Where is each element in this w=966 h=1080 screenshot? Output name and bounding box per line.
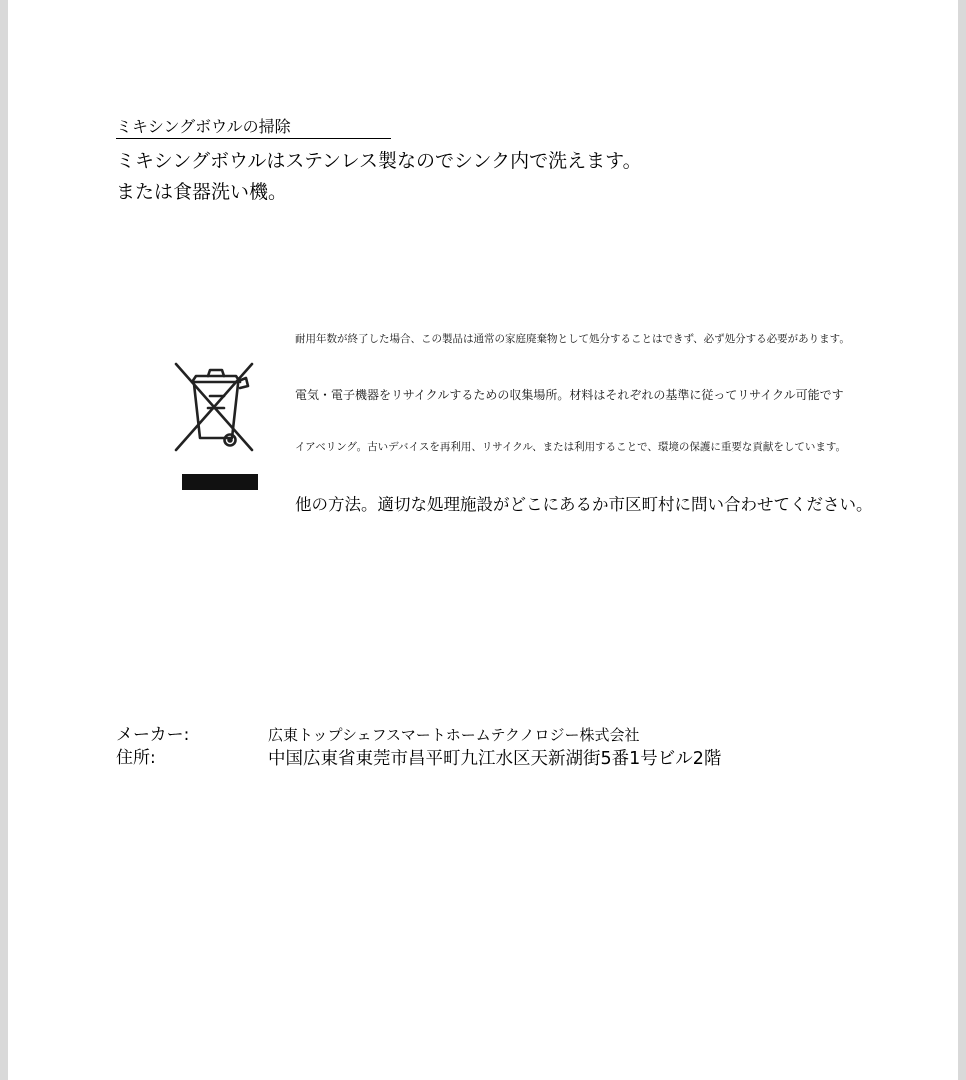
maker-value: 広東トップシェフスマートホームテクノロジー株式会社 (268, 726, 640, 744)
document-page (8, 0, 958, 1080)
cleaning-instruction-alt: または食器洗い機。 (116, 181, 288, 203)
disposal-text-recycling: イアベリング。古いデバイスを再利用、リサイクル、または利用することで、環境の保護に重要な貢献をしています。 (295, 441, 847, 453)
disposal-text-contact-municipality: 他の方法。適切な処理施設がどこにあるか市区町村に問い合わせてください。 (295, 495, 873, 514)
address-value: 中国広東省東莞市昌平町九江水区天新湖街5番1号ビル2階 (268, 749, 722, 769)
address-label: 住所: (116, 748, 156, 768)
cleaning-heading: ミキシングボウルの掃除 (116, 116, 391, 139)
disposal-text-end-of-life: 耐用年数が終了した場合、この製品は通常の家庭廃棄物として処分することはできず、必ず処分する必要があります。 (295, 333, 850, 345)
disposal-text-collection-point: 電気・電子機器をリサイクルするための収集場所。材料はそれぞれの基準に従ってリサイクル可能です (295, 388, 844, 402)
cleaning-instruction: ミキシングボウルはステンレス製なのでシンク内で洗えます。 (116, 150, 642, 172)
maker-label: メーカー: (116, 725, 190, 745)
crossed-out-wheelie-bin-icon (166, 360, 258, 492)
